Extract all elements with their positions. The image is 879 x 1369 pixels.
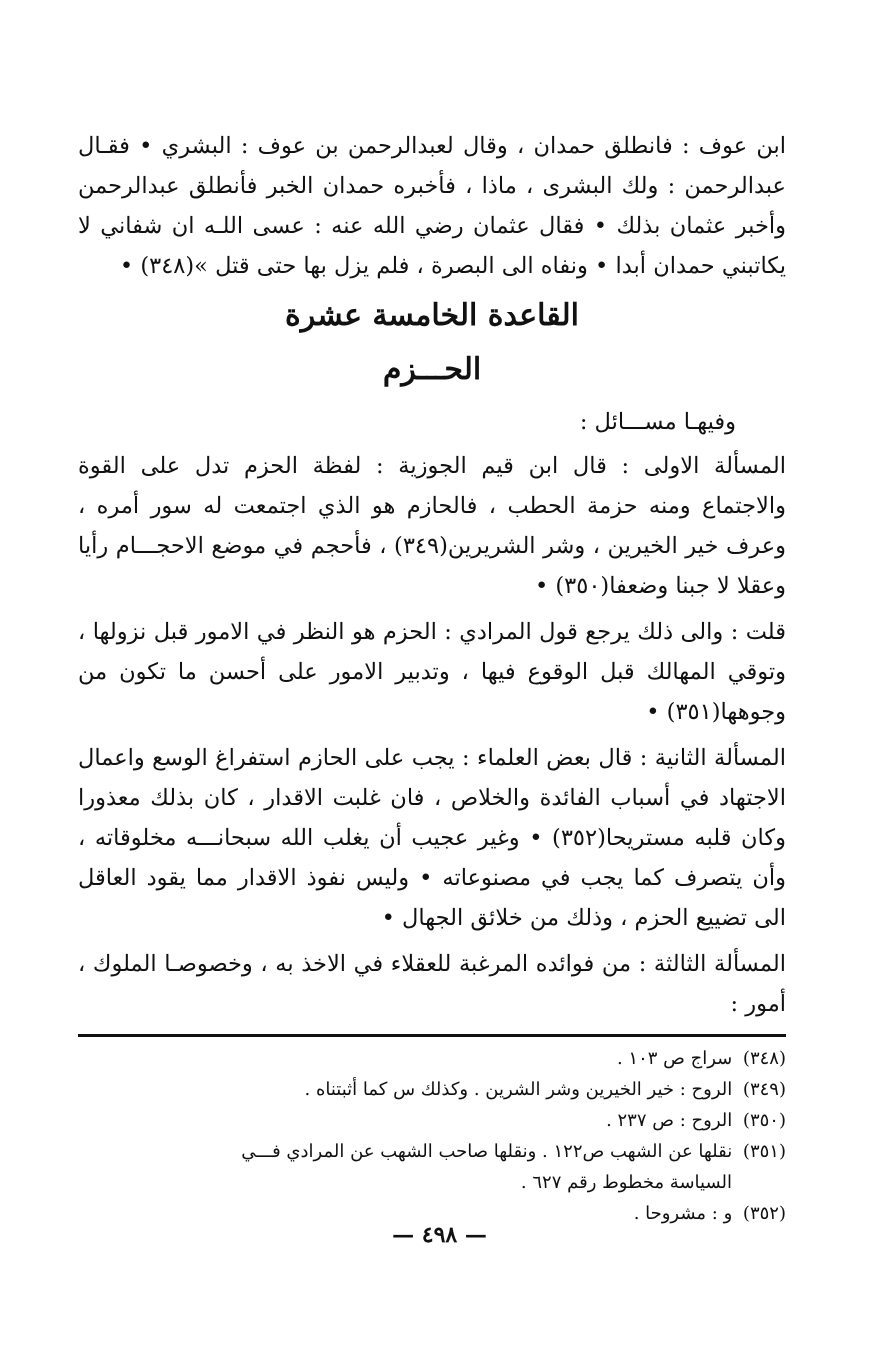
paragraph-4: المسألة الثالثة : من فوائده المرغبة للعقلاء في الاخذ به ، وخصوصـا الملوك ، أمور : (78, 951, 786, 1017)
footnotes (78, 1043, 786, 1229)
footnote-number: (٣٥٢) (742, 1203, 786, 1224)
chapter-heading: القاعدة الخامسة عشرة (285, 298, 579, 333)
footnote-number: (٣٥٠) (742, 1110, 786, 1131)
paragraph-3: المسألة الثانية : قال بعض العلماء : يجب على الحازم استفراغ الوسع واعمال الاجتهاد في أسباب الفائدة والخلاص ، فان غلبت الاقدار ، كان بذلك معذورا وكان قلبه مستريحا(٣٥٢) • وغير عجيب أن يغلب الله سبحانـــه مخلوقاته ، وأن يتصرف كما يجب في مصنوعاته • وليس نفوذ الاقدار مما يقود العاقل الى تضييع الحزم ، وذلك من خلائق الجهال • (78, 745, 786, 931)
intro-line: وفيهـا مســـائل : (579, 409, 736, 435)
footnote-text: سراج ص ١٠٣ . (616, 1048, 733, 1069)
footnote-text: الروح : خير الخيرين وشر الشرين . وكذلك س كما أثبتناه . (304, 1079, 733, 1100)
footnote-text: نقلها عن الشهب ص١٢٢ . ونقلها صاحب الشهب عن المرادي فـــي (241, 1141, 733, 1162)
page-body (78, 126, 786, 1229)
footnote (78, 1105, 786, 1136)
footnote-number: (٣٥١) (742, 1141, 786, 1162)
paragraph-top: ابن عوف : فانطلق حمدان ، وقال لعبدالرحمن بن عوف : البشري • فقـال عبدالرحمن : ولك البشرى ، ماذا ، فأخبره حمدان الخبر فأنطلق عبدالرحمن وأخبر عثمان بذلك • فقال عثمان رضي الله عنه : عسى اللـه ان شفاني لا يكاتبني حمدان أبدا • ونفاه الى البصرة ، فلم يزل بها حتى قتل »(٣٤٨) • (78, 133, 786, 279)
footnote (78, 1136, 786, 1167)
chapter-subheading: الحـــزم (382, 352, 482, 387)
footnote (78, 1074, 786, 1105)
footnote-number: (٣٤٨) (742, 1048, 786, 1069)
footnote-divider (78, 1034, 786, 1037)
page-number: — ٤٩٨ — (392, 1222, 487, 1248)
footnote (78, 1043, 786, 1074)
paragraph-2: قلت : والى ذلك يرجع قول المرادي : الحزم هو النظر في الامور قبل نزولها ، وتوقي المهالك قبل الوقوع فيها ، وتدبير الامور على أحسن ما تكون من وجوهها(٣٥١) • (78, 619, 786, 725)
paragraph-1: المسألة الاولى : قال ابن قيم الجوزية : لفظة الحزم تدل على القوة والاجتماع ومنه حزمة الحطب ، فالحازم هو الذي اجتمعت له سور أمره ، وعرف خير الخيرين ، وشر الشريرين(٣٤٩) ، فأحجم في موضع الاحجـــام رأيا وعقلا لا جبنا وضعفا(٣٥٠) • (78, 453, 786, 599)
footnote-number: (٣٤٩) (742, 1079, 786, 1100)
footnote-continuation: السياسة مخطوط رقم ٦٢٧ . (520, 1172, 732, 1193)
footnote-text: و : مشروحا . (633, 1203, 733, 1224)
footnote-text: الروح : ص ٢٣٧ . (606, 1110, 733, 1131)
